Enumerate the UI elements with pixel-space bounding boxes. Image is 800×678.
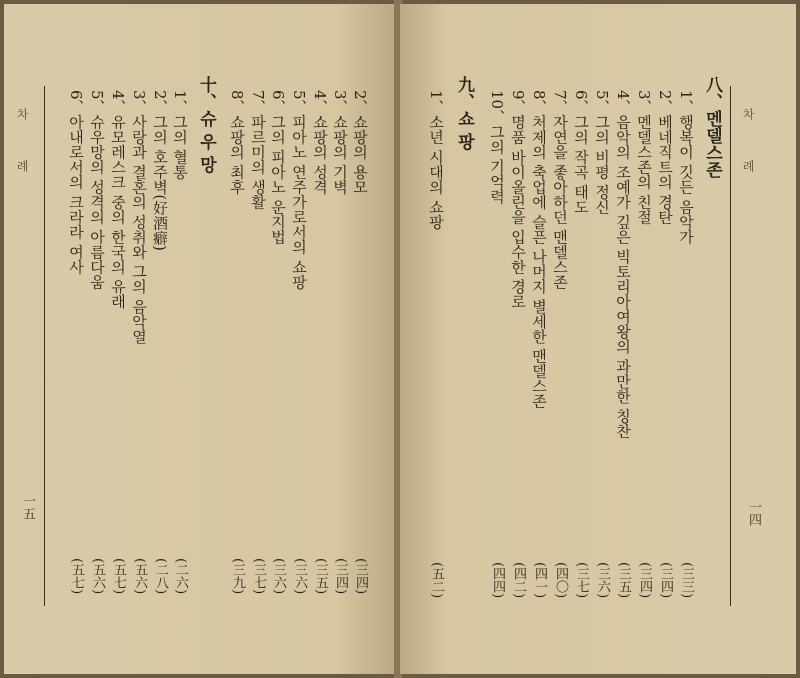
chapter-10-heading: 十、슈 우 망 — [196, 76, 216, 173]
entry-number: 5、 — [88, 90, 106, 115]
entry-title: 슈우망의 성격의 아름다움 — [88, 114, 106, 290]
entry-title: 그의 작곡 태도 — [572, 114, 590, 215]
entry-title: 소년 시대의 쇼팡 — [427, 114, 445, 230]
right-page-number: 一四 — [746, 500, 761, 526]
left-page — [4, 4, 396, 674]
entry-title: 베네직트의 경탄 — [656, 114, 674, 225]
entry-number: 3、 — [331, 90, 349, 115]
left-page-number: 一五 — [20, 494, 35, 520]
entry-page: (三四) — [353, 557, 368, 594]
entry-number: 2、 — [351, 90, 369, 115]
entry-page: (二六) — [173, 557, 188, 594]
entry-page: (三四) — [333, 557, 348, 594]
entry-number: 6、 — [67, 90, 85, 115]
entry-page: (三五) — [313, 557, 328, 594]
entry-page: (四二) — [511, 561, 526, 598]
entry-page: (三四) — [658, 561, 673, 598]
right-margin-rule — [730, 86, 731, 606]
toc-entry-chopin-1 — [426, 90, 446, 598]
entry-number: 5、 — [593, 90, 611, 115]
entry-page: (二八) — [153, 557, 168, 594]
toc-entry-mendelssohn-2 — [655, 90, 675, 598]
toc-entry-schumann-3 — [129, 90, 149, 594]
entry-number: 3、 — [130, 90, 148, 115]
entry-title: 쇼팡의 성격 — [311, 114, 329, 195]
entry-page: (三七) — [251, 557, 266, 594]
entry-page: (四〇) — [553, 561, 568, 598]
entry-page: (五二) — [429, 561, 444, 598]
toc-entry-schumann-6 — [66, 90, 86, 594]
entry-page: (五七) — [111, 557, 126, 594]
entry-title: 파르미의 생활 — [249, 114, 267, 210]
toc-entry-mendelssohn-5 — [592, 90, 612, 598]
entry-number: 2、 — [656, 90, 674, 115]
left-running-head: 차 례 — [15, 108, 29, 190]
entry-number: 5、 — [290, 90, 308, 115]
toc-entry-schumann-5 — [87, 90, 107, 594]
entry-number: 10、 — [488, 90, 506, 125]
entry-title: 쇼팡의 최후 — [228, 114, 246, 195]
entry-number: 1、 — [171, 90, 189, 115]
entry-number: 6、 — [269, 90, 287, 115]
entry-page: (四四) — [490, 561, 505, 598]
entry-title: 음악의 조예가 깊은 빅토리아여왕의 과만한 칭찬 — [614, 114, 632, 439]
entry-title: 아내로서의 크라라 여사 — [67, 114, 85, 275]
chapter-8-heading: 八、멘델스존 — [702, 76, 722, 178]
entry-page: (五六) — [132, 557, 147, 594]
entry-title: 자연을 좋아하던 맨델스존 — [551, 114, 569, 290]
entry-number: 6、 — [572, 90, 590, 115]
entry-page: (三九) — [230, 557, 245, 594]
toc-entry-chopin-6 — [268, 90, 288, 594]
right-page — [400, 4, 796, 674]
toc-entry-chopin-4 — [310, 90, 330, 594]
toc-entry-mendelssohn-8 — [529, 90, 549, 598]
entry-page: (三六) — [271, 557, 286, 594]
entry-page: (五七) — [69, 557, 84, 594]
entry-page: (五六) — [90, 557, 105, 594]
entry-number: 1、 — [427, 90, 445, 115]
entry-title: 그의 호주벽(好酒癖) — [151, 114, 169, 252]
entry-number: 4、 — [109, 90, 127, 115]
entry-number: 8、 — [530, 90, 548, 115]
entry-title: 멘델스존의 친절 — [635, 114, 653, 225]
entry-page: (三三) — [679, 561, 694, 598]
entry-title: 사랑과 결혼의 성취와 그의 음악열 — [130, 114, 148, 344]
entry-page: (三四) — [637, 561, 652, 598]
entry-number: 4、 — [311, 90, 329, 115]
entry-title: 행복이 깃든 음악가 — [677, 114, 695, 245]
entry-number: 9、 — [509, 90, 527, 115]
toc-entry-chopin-8 — [227, 90, 247, 594]
entry-title: 쇼팡의 기벽 — [331, 114, 349, 195]
toc-entry-mendelssohn-3 — [634, 90, 654, 598]
toc-entry-chopin-2 — [350, 90, 370, 594]
entry-number: 2、 — [151, 90, 169, 115]
chapter-9-heading: 九、쇼 팡 — [454, 76, 474, 150]
toc-entry-mendelssohn-7 — [550, 90, 570, 598]
toc-entry-mendelssohn-4 — [613, 90, 633, 598]
entry-page: (四一) — [532, 561, 547, 598]
toc-entry-mendelssohn-10 — [487, 90, 507, 598]
entry-number: 8、 — [228, 90, 246, 115]
entry-number: 1、 — [677, 90, 695, 115]
toc-entry-chopin-5 — [289, 90, 309, 594]
entry-number: 4、 — [614, 90, 632, 115]
toc-entry-schumann-1 — [170, 90, 190, 594]
entry-page: (三五) — [616, 561, 631, 598]
entry-title: 명품 바이올린을 입수한 경로 — [509, 114, 527, 309]
toc-entry-chopin-3 — [330, 90, 350, 594]
left-margin-rule — [44, 86, 45, 606]
toc-entry-schumann-2 — [150, 90, 170, 594]
entry-title: 유모레스크 중의 한국의 유래 — [109, 114, 127, 309]
toc-entry-chopin-7 — [248, 90, 268, 594]
entry-number: 3、 — [635, 90, 653, 115]
entry-title: 그의 혈통 — [171, 114, 189, 180]
toc-entry-schumann-4 — [108, 90, 128, 594]
toc-entry-mendelssohn-1 — [676, 90, 696, 598]
entry-title: 그의 비평 정신 — [593, 114, 611, 215]
entry-title: 처제의 축업에 슬픈 나머지 별세한 맨델스존 — [530, 114, 548, 409]
entry-page: (三六) — [595, 561, 610, 598]
entry-title: 피아노 연주가로서의 쇼팡 — [290, 114, 308, 290]
entry-page: (三七) — [574, 561, 589, 598]
entry-title: 쇼팡의 용모 — [351, 114, 369, 195]
toc-entry-mendelssohn-6 — [571, 90, 591, 598]
right-running-head: 차 례 — [741, 108, 755, 190]
entry-number: 7、 — [551, 90, 569, 115]
toc-entry-mendelssohn-9 — [508, 90, 528, 598]
entry-title: 그의 기억력 — [488, 124, 506, 204]
entry-number: 7、 — [249, 90, 267, 115]
entry-page: (三六) — [292, 557, 307, 594]
entry-title: 그의 피아노 운지법 — [269, 114, 287, 245]
